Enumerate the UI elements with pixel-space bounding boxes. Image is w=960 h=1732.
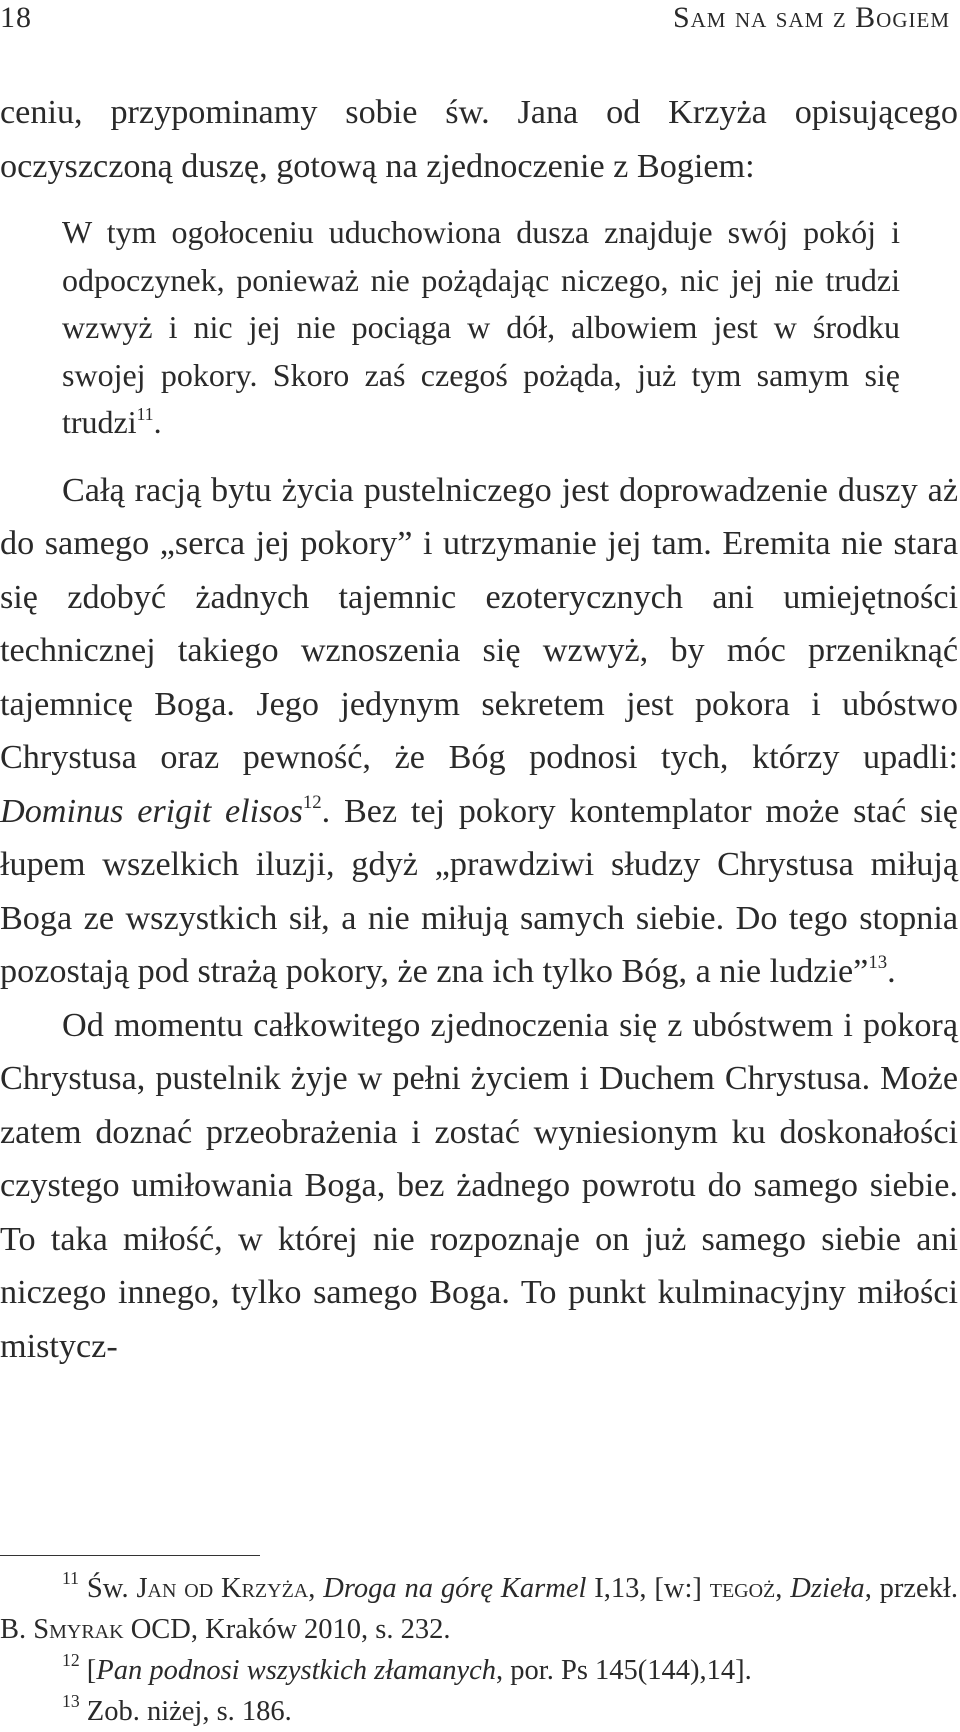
paragraph-2-text-2: . Bez tej pokory kontemplator może stać się łupem wszelkich iluzji, gdyż „prawdziwi słudzy Chrystusa miłują Boga ze wszystkich sił, a nie miłują samych siebie. Do tego stopnia pozostają pod strażą pokory, że zna ich tylko Bóg, a nie ludzie” [0, 792, 958, 990]
paragraph-3-text: Od momentu całkowitego zjednoczenia się z ubóstwem i pokorą Chrystusa, pustelnik żyje w pełni życiem i Duchem Chrystusa. Może zatem doznać przeobrażenia i zostać wyniesionym ku doskonałości czystego umiłowania Boga, bez żadnego powrotu do samego siebie. To taka miłość, w której nie rozpoznaje on już samego siebie ani niczego innego, tylko samego Boga. To punkt kulminacyjny miłości mistycz- [0, 1006, 958, 1365]
footnote-number: 13 [62, 1690, 80, 1711]
book-title: Droga na górę Karmel [323, 1573, 587, 1604]
footnote-11 [0, 1568, 958, 1650]
main-text [0, 86, 958, 1373]
page-header [0, 0, 960, 40]
footnote-13 [0, 1691, 958, 1732]
footnote-text: OCD, Kraków 2010, s. 232. [123, 1614, 451, 1645]
footnote-divider [0, 1555, 260, 1556]
footnote-ref-11[interactable]: 11 [136, 403, 154, 424]
footnote-text: [ [86, 1655, 97, 1686]
block-quote [62, 209, 900, 447]
footnote-text: , por. Ps 145(144),14]. [496, 1655, 752, 1686]
tegoz: tegoż [709, 1573, 776, 1604]
footnote-text: , [775, 1573, 791, 1604]
paragraph-2-text-1: Całą racją bytu życia pustelniczego jest doprowadzenie duszy aż do samego „serca jej pokory” i utrzymanie jej tam. Eremita nie stara się zdobyć żadnych tajemnic ezoterycznych ani umiejętności technicznej takiego wznoszenia się wzwyż, by móc przeniknąć tajemnicę Boga. Jego jedynym sekretem jest pokora i ubóstwo Chrystusa oraz pewność, że Bóg podnosi tych, którzy upadli: [0, 471, 958, 776]
footnotes [0, 1568, 958, 1732]
paragraph-2-text-3: . [887, 953, 896, 990]
page-number: 18 [0, 1, 32, 34]
footnote-text: Zob. niżej, s. 186. [86, 1696, 292, 1727]
footnote-number: 11 [62, 1567, 80, 1588]
footnote-text: Św. [86, 1573, 137, 1604]
paragraph-3 [0, 999, 958, 1374]
footnote-12 [0, 1650, 958, 1691]
paragraph-1 [0, 86, 958, 193]
footnote-text: I,13, [w:] [586, 1573, 710, 1604]
latin-quote: Dominus erigit elisos [0, 792, 303, 830]
quote-text: W tym ogołoceniu uduchowiona dusza znajduje swój pokój i odpoczynek, ponieważ nie pożądając niczego, nic jej nie trudzi wzwyż i nic jej nie pociąga w dół, albowiem jest w środku swojej pokory. Skoro zaś czegoś pożąda, już tym samym się trudzi [62, 214, 900, 440]
quote-end: . [153, 404, 162, 440]
paragraph-1-text: ceniu, przypominamy sobie św. Jana od Krzyża opisującego oczyszczoną duszę, gotową na zjednoczenie z Bogiem: [0, 94, 958, 185]
footnote-ref-12[interactable]: 12 [302, 791, 322, 813]
translator-name: Smyrak [33, 1614, 124, 1645]
footnote-text: , [308, 1573, 324, 1604]
author-name: Jan od Krzyża [136, 1573, 309, 1604]
work-title: Dzieła [790, 1573, 865, 1604]
psalm-title: Pan podnosi wszystkich złamanych [96, 1655, 497, 1686]
paragraph-2 [0, 464, 958, 999]
footnote-ref-13[interactable]: 13 [868, 951, 888, 973]
running-title: Sam na sam z Bogiem [672, 1, 950, 34]
footnote-text: , przekł. B. [0, 1573, 959, 1645]
footnote-number: 12 [62, 1649, 80, 1670]
